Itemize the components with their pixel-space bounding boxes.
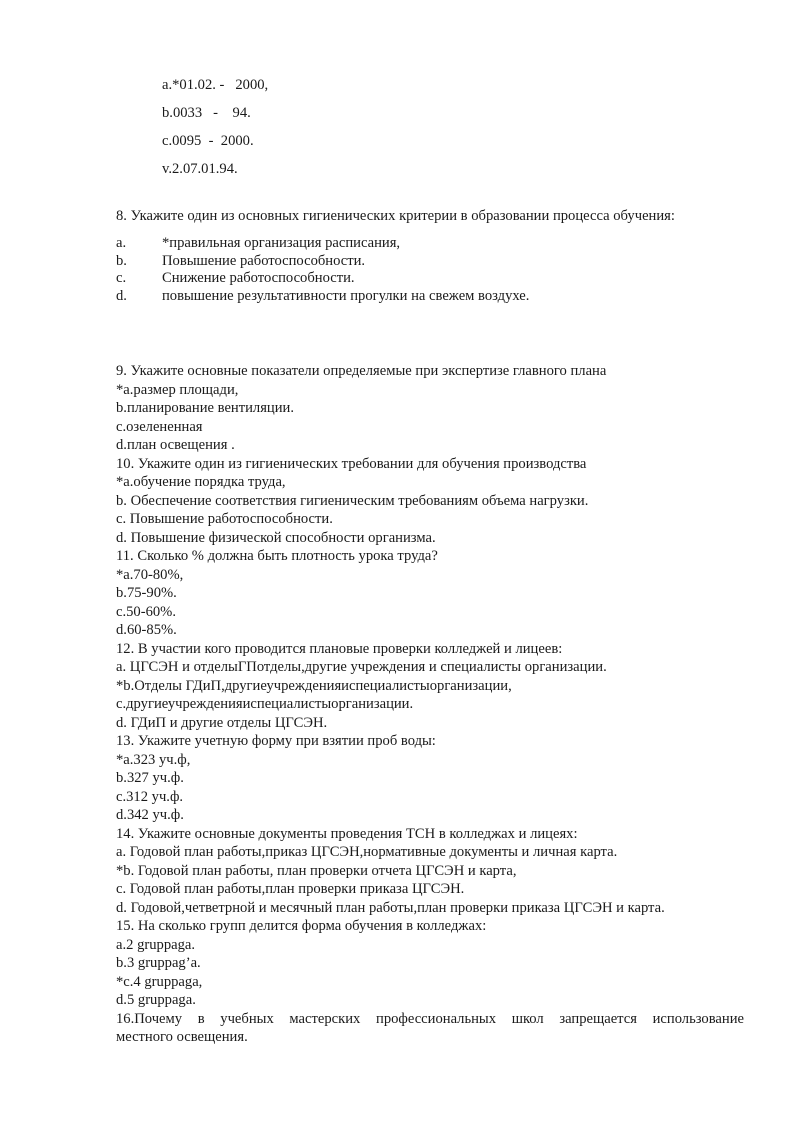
- answer-line: d.342 уч.ф.: [116, 807, 184, 823]
- top-option-a: a.*01.02. - 2000,: [162, 77, 269, 93]
- answer-line: c. Годовой план работы,план проверки приказа ЦГСЭН.: [116, 881, 465, 897]
- answer-line: b.3 gruppag’a.: [116, 955, 201, 971]
- answer-line: c. Повышение работоспособности.: [116, 511, 333, 527]
- answer-line: b.327 уч.ф.: [116, 770, 184, 786]
- answer-line: d. ГДиП и другие отделы ЦГСЭН.: [116, 714, 328, 731]
- questions-9-16: [116, 362, 744, 1047]
- top-option-v: v.2.07.01.94.: [162, 161, 238, 177]
- answer-line: b. Обеспечение соответствия гигиеническим требованиям объема нагрузки.: [116, 492, 589, 509]
- option-letter: a.: [116, 235, 127, 251]
- question-8-option: [116, 288, 756, 306]
- answer-line: d.5 gruppaga.: [116, 992, 196, 1008]
- question-13-title: 13. Укажите учетную форму при взятии проб воды:: [116, 733, 436, 749]
- top-option-b: b.0033 - 94.: [162, 105, 251, 121]
- question-10-title: 10. Укажите один из гигиенических требовании для обучения производства: [116, 455, 587, 472]
- answer-line: a. ЦГСЭН и отделыГПотделы,другие учреждения и специалисты организации.: [116, 659, 607, 675]
- question-8-option: [116, 270, 756, 288]
- answer-line: *b.Отделы ГДиП,другиеучрежденияиспециалистыорганизации,: [116, 677, 512, 694]
- answer-line: *a.323 уч.ф,: [116, 751, 191, 768]
- answer-line: d. Повышение физической способности организма.: [116, 529, 436, 546]
- answer-line: *c.4 gruppaga,: [116, 973, 203, 990]
- answer-line: d.план освещения .: [116, 437, 235, 453]
- option-letter: d.: [116, 287, 127, 304]
- top-option-c: c.0095 - 2000.: [162, 133, 254, 149]
- answer-line: b.планирование вентиляции.: [116, 400, 295, 416]
- question-16-title-line-2: местного освещения.: [116, 1029, 248, 1045]
- answer-line: c.озелененная: [116, 418, 203, 435]
- answer-line: c.50-60%.: [116, 603, 176, 620]
- question-8-title: 8. Укажите один из основных гигиенических критерии в образовании процесса обучения:: [116, 208, 675, 224]
- option-text: повышение результативности прогулки на свежем воздухе.: [162, 287, 530, 304]
- answer-line: b.75-90%.: [116, 585, 177, 601]
- option-letter: b.: [116, 252, 127, 269]
- question-8-option: [116, 253, 756, 271]
- question-8-options: [116, 235, 756, 305]
- question-16-title-line-1: 16.Почему в учебных мастерских профессиональных школ запрещается использование: [116, 1010, 744, 1027]
- question-15-title: 15. На сколько групп делится форма обучения в колледжах:: [116, 918, 487, 934]
- question-9-title: 9. Укажите основные показатели определяемые при экспертизе главного плана: [116, 363, 607, 379]
- answer-line: *a.70-80%,: [116, 566, 184, 583]
- option-text: *правильная организация расписания,: [162, 235, 401, 251]
- answer-line: c.312 уч.ф.: [116, 788, 184, 805]
- answer-line: a. Годовой план работы,приказ ЦГСЭН,нормативные документы и личная карта.: [116, 844, 618, 860]
- option-text: Снижение работоспособности.: [162, 270, 355, 286]
- answer-line: d.60-85%.: [116, 622, 177, 638]
- option-letter: c.: [116, 270, 127, 286]
- answer-line: a.2 gruppaga.: [116, 936, 196, 953]
- question-14-title: 14. Укажите основные документы проведения ТСН в колледжах и лицеях:: [116, 825, 578, 842]
- answer-line: *b. Годовой план работы, план проверки отчета ЦГСЭН и карта,: [116, 862, 517, 879]
- answer-line: d. Годовой,четветрной и месячный план работы,план проверки приказа ЦГСЭН и карта.: [116, 899, 665, 916]
- answer-line: *a.обучение порядка труда,: [116, 474, 286, 490]
- question-8-option: [116, 235, 756, 253]
- question-11-title: 11. Сколько % должна быть плотность урока труда?: [116, 548, 438, 564]
- answer-line: c.другиеучрежденияиспециалистыорганизации.: [116, 696, 414, 712]
- answer-line: *a.размер площади,: [116, 381, 239, 398]
- option-text: Повышение работоспособности.: [162, 252, 366, 269]
- question-12-title: 12. В участии кого проводится плановые проверки колледжей и лицеев:: [116, 640, 563, 657]
